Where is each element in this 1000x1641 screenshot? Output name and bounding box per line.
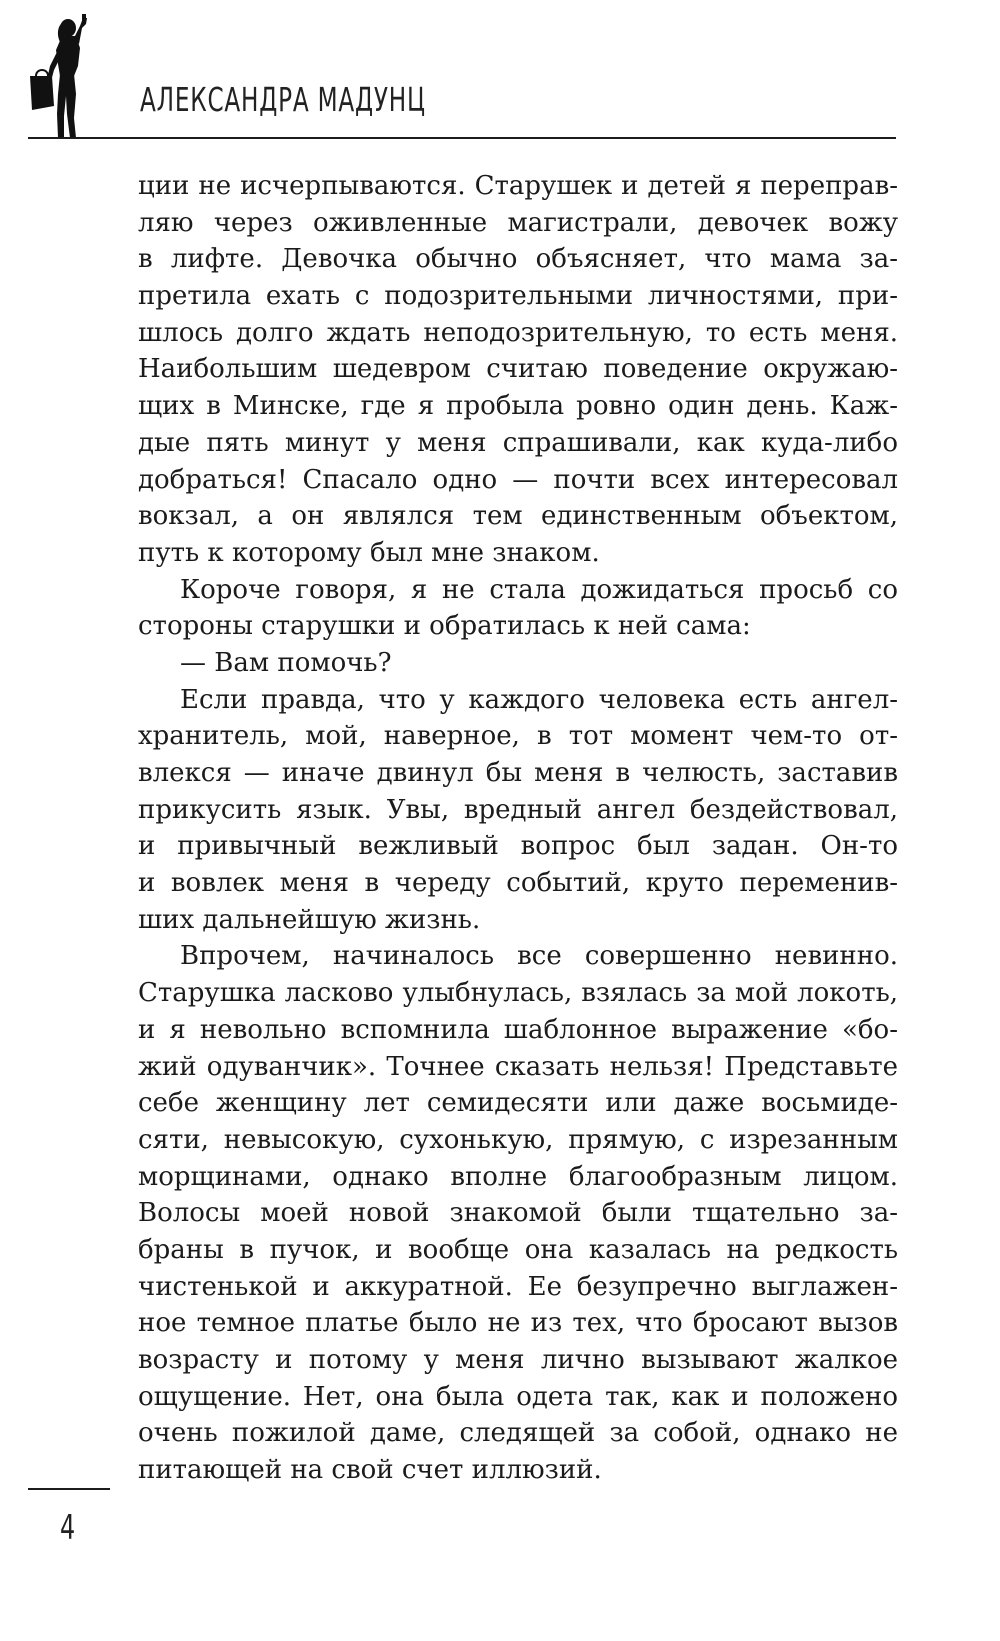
page-number: 4 [60, 1508, 76, 1548]
text-line: ляю через оживленные магистрали, девочек вожу [138, 207, 898, 238]
footer-divider [28, 1488, 110, 1490]
text-line: и привычный вежливый вопрос был задан. Он-то [138, 831, 898, 862]
text-line: морщинами, однако вполне благообразным лицом. [138, 1161, 898, 1192]
text-line: вокзал, а он являлся тем единственным объектом, [138, 501, 898, 532]
text-line: — Вам помочь? [180, 647, 392, 678]
text-line: в лифте. Девочка обычно объясняет, что мама за- [138, 244, 898, 275]
text-line: Если правда, что у каждого человека есть ангел- [180, 684, 898, 715]
text-line: влекся — иначе двинул бы меня в челюсть, заставив [138, 758, 898, 788]
woman-silhouette-icon [24, 14, 106, 142]
text-line: претила ехать с подозрительными личностями, при- [138, 281, 898, 312]
text-line: дые пять минут у меня спрашивали, как куда-либо [138, 427, 898, 458]
text-line: Наибольшим шедевром считаю поведение окружаю- [138, 354, 898, 385]
text-line: браны в пучок, и вообще она казалась на редкость [138, 1234, 898, 1265]
text-line: сяти, невысокую, сухонькую, прямую, с изрезанным [138, 1124, 898, 1155]
text-line: и вовлек меня в череду событий, круто переменив- [138, 868, 898, 899]
text-line: стороны старушки и обратилась к ней сама: [138, 611, 751, 642]
header-divider [28, 137, 896, 139]
text-line: очень пожилой даме, следящей за собой, однако не [138, 1418, 898, 1449]
text-line: чистенькой и аккуратной. Ее безупречно выглажен- [138, 1271, 898, 1302]
text-line: Волосы моей новой знакомой были тщательно за- [138, 1198, 898, 1229]
text-line: ное темное платье было не из тех, что бросают вызов [138, 1308, 898, 1339]
text-line: ших дальнейшую жизнь. [138, 904, 481, 935]
text-line: и я невольно вспомнила шаблонное выражение «бо- [138, 1014, 898, 1045]
text-line: добраться! Спасало одно — почти всех интересовал [138, 464, 898, 495]
text-line: ции не исчерпываются. Старушек и детей я переправ- [138, 171, 898, 201]
text-line: себе женщину лет семидесяти или даже восьмиде- [138, 1088, 898, 1119]
text-line: ощущение. Нет, она была одета так, как и положено [138, 1381, 898, 1412]
text-line: питающей на свой счет иллюзий. [138, 1455, 602, 1486]
body-text [138, 168, 898, 1489]
text-line: хранитель, мой, наверное, в тот момент чем-то от- [138, 721, 898, 752]
text-line: путь к которому был мне знаком. [138, 537, 600, 568]
text-line: прикусить язык. Увы, вредный ангел бездействовал, [138, 794, 898, 825]
text-line: шлось долго ждать неподозрительную, то есть меня. [138, 317, 898, 348]
text-line: Старушка ласково улыбнулась, взялась за мой локоть, [138, 978, 898, 1009]
text-line: щих в Минске, где я пробыла ровно один день. Каж- [138, 391, 898, 422]
text-line: Короче говоря, я не стала дожидаться просьб со [180, 574, 898, 605]
text-line: возрасту и потому у меня лично вызывают жалкое [138, 1345, 898, 1375]
text-line: Впрочем, начиналось все совершенно невинно. [180, 941, 898, 972]
text-line: жий одуванчик». Точнее сказать нельзя! Представьте [138, 1051, 898, 1082]
running-header-author: АЛЕКСАНДРА МАДУНЦ [140, 80, 426, 119]
